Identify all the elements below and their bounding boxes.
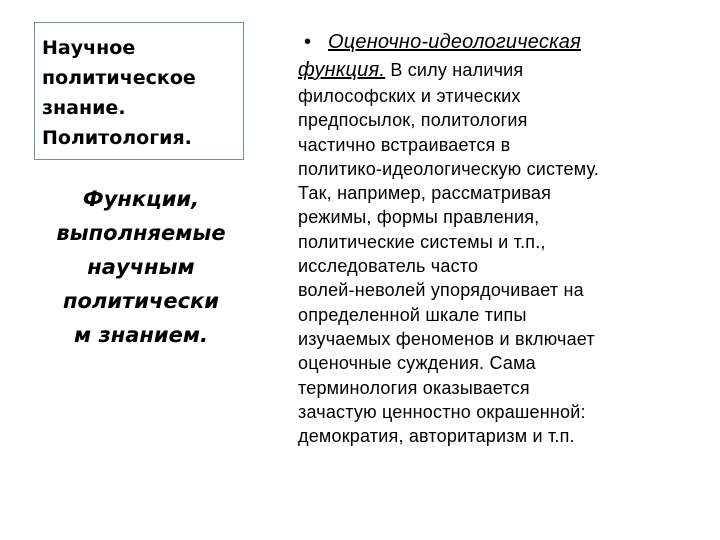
body-line: предпосылок, политология [298,110,528,131]
subtitle-line: Функции, [82,187,200,211]
body-line: демократия, авторитаризм и т.п. [298,426,575,447]
body-line: режимы, формы правления, [298,207,540,228]
slide-subtitle [30,182,252,352]
title-line: Научное [42,37,136,59]
title-line: знание. [42,97,126,119]
subtitle-line: выполняемые [56,221,226,245]
first-body-text: В силу наличия [385,60,524,80]
body-line: политико-идеологическую систему. [298,158,600,179]
title-line: Политология. [42,127,192,149]
body-line: политические системы и т.п., [298,231,546,252]
heading-line [298,28,703,56]
subtitle-line: научным [87,255,195,279]
content-block [298,28,703,448]
heading-continuation-line [298,56,703,84]
bullet-icon: • [304,31,312,53]
body-line: частично встраивается в [298,134,511,155]
body-line: Так, например, рассматривая [298,183,552,204]
body-line: терминология оказывается [298,377,530,398]
subtitle-line: политически [63,289,219,313]
subtitle-line: м знанием. [74,323,208,347]
body-line: исследователь часто [298,256,479,277]
body-line: изучаемых феноменов и включает [298,328,595,349]
title-box [34,22,244,160]
body-line: оценочные суждения. Сама [298,353,536,374]
body-line: определенной шкале типы [298,304,527,325]
title-line: политическое [42,67,196,89]
body-line: зачастую ценностно окрашенной: [298,401,586,422]
slide-title [42,33,237,153]
body-line: философских и этических [298,86,521,106]
heading-part2: функция. [298,59,386,81]
body-line: волей-неволей упорядочивает на [298,280,584,301]
heading-part1: Оценочно-идеологическая [328,31,581,53]
